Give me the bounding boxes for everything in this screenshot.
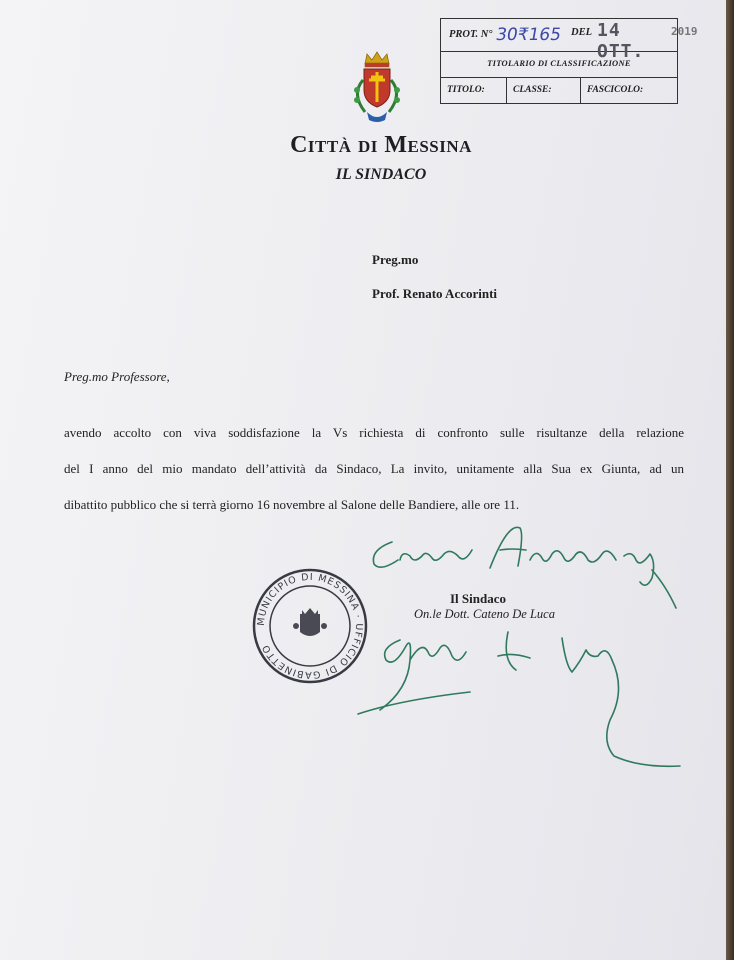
letter-line: del I anno del mio mandato dell’attività da Sindaco, La invito, unitamente alla Sua ex Giunta, ad un — [64, 461, 684, 476]
letter-line: dibattito pubblico che si terrà giorno 16 novembre al Salone delle Bandiere, alle ore 11. — [64, 497, 520, 512]
classification-title: TITOLARIO DI CLASSIFICAZIONE — [487, 58, 631, 68]
prot-number: 30₹165 — [494, 25, 563, 45]
signatory-name: On.le Dott. Cateno De Luca — [414, 607, 555, 621]
signatory-title: Il Sindaco — [450, 591, 506, 606]
prot-label: PROT. N° — [449, 29, 493, 40]
fascicolo-field: FASCICOLO: — [587, 85, 644, 95]
del-label: DEL — [571, 27, 592, 38]
protocol-row — [441, 19, 698, 62]
handwritten-signature — [340, 520, 700, 780]
salutation: Preg.mo Professore, — [64, 369, 170, 384]
letter-body — [64, 415, 684, 523]
svg-text:MUNICIPIO DI MESSINA · UFFICIO: MUNICIPIO DI MESSINA · UFFICIO DI GABINETTO — [255, 571, 365, 681]
date-stamp: 14 OTT. — [597, 20, 645, 62]
classification-row — [441, 51, 677, 78]
addressee-honorific: Preg.mo — [372, 252, 419, 267]
titolo-field: TITOLO: — [441, 77, 507, 103]
classification-fields — [441, 77, 677, 103]
date-year: 2019 — [671, 25, 698, 38]
city-name: Città di Messina — [290, 132, 472, 158]
mayor-title: IL SINDACO — [335, 166, 427, 183]
addressee-name: Prof. Renato Accorinti — [372, 286, 498, 301]
letter-line: avendo accolto con viva soddisfazione la Vs richiesta di confronto sulle risultanze della relazione — [64, 425, 684, 440]
protocol-box — [440, 18, 698, 104]
classe-field: CLASSE: — [507, 77, 581, 103]
photo-edge — [726, 0, 734, 960]
city-crest-icon — [345, 50, 409, 126]
